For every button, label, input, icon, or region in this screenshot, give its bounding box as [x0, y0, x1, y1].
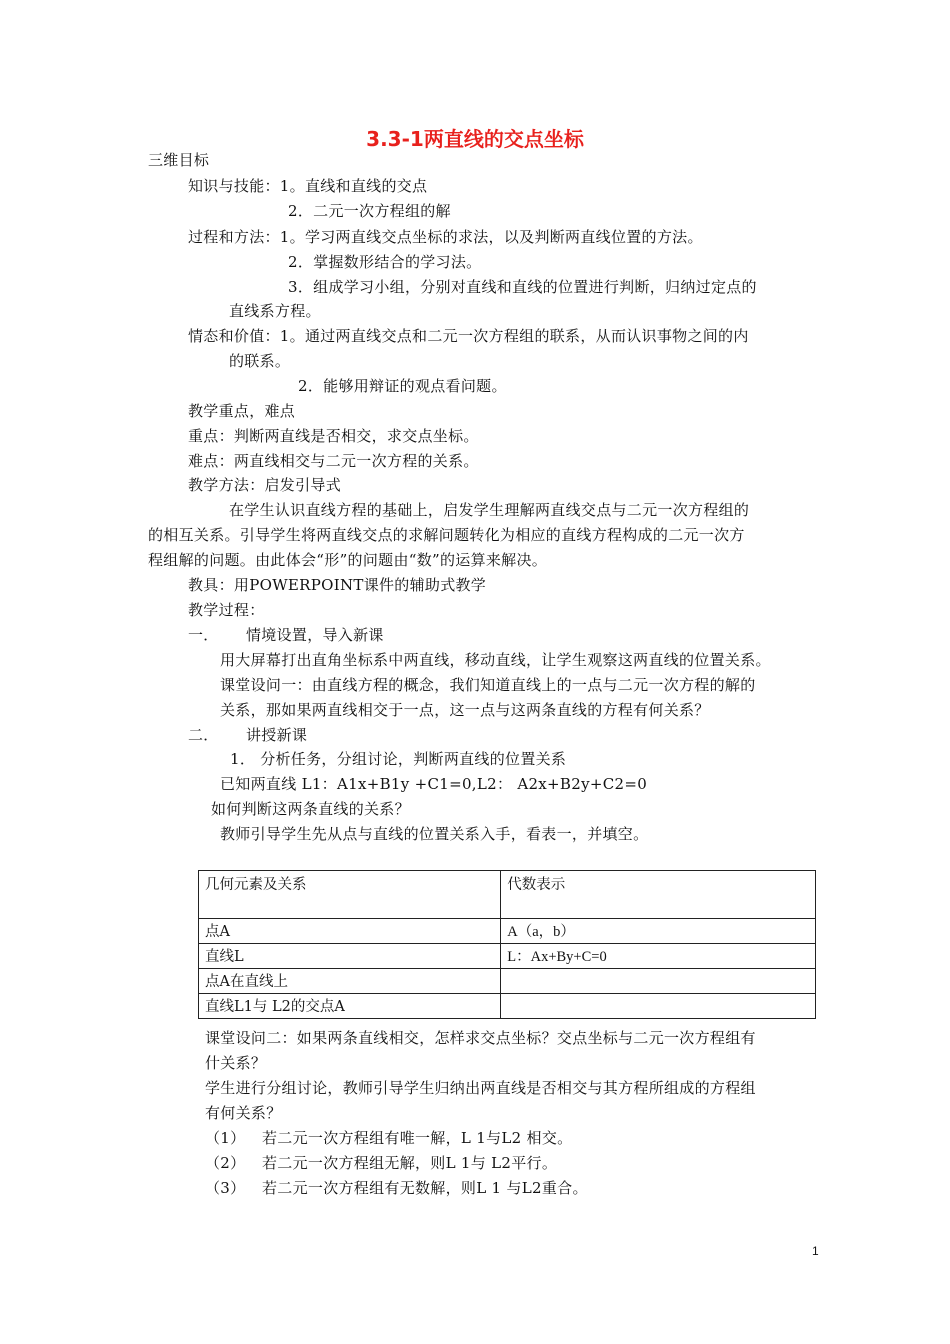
paragraph-line-3: 程组解的问题。由此体会“形”的问题由“数”的运算来解决。: [148, 551, 548, 569]
table-cell: 点A: [199, 919, 501, 944]
discussion-line-a: 学生进行分组讨论，教师引导学生归纳出两直线是否相交与其方程所组成的方程组: [205, 1079, 756, 1097]
teaching-tools: 教具：用POWERPOINT课件的辅助式教学: [188, 576, 487, 594]
section-2-number: 二．: [188, 726, 219, 744]
process-line-3a: 3．组成学习小组，分别对直线和直线的位置进行判断，归纳过定点的: [288, 278, 757, 296]
discussion-line-b: 有何关系？: [205, 1104, 282, 1122]
goals-heading: 三维目标: [148, 151, 210, 169]
case-3-number: （3）: [205, 1179, 246, 1197]
table-cell: A（a，b）: [501, 919, 816, 944]
knowledge-line-2: 2．二元一次方程组的解: [288, 202, 451, 220]
table-cell: L：Ax+By+C=0: [501, 944, 816, 969]
how-to-judge: 如何判断这两条直线的关系？: [211, 800, 410, 818]
table-row: [199, 944, 816, 969]
question-2-line-b: 什关系？: [205, 1054, 267, 1072]
key-heading: 教学重点，难点: [188, 402, 296, 420]
process-line-2: 2．掌握数形结合的学习法。: [288, 253, 482, 271]
emotion-line-1a: 情态和价值：1。通过两直线交点和二元一次方程组的联系，从而认识事物之间的内: [188, 327, 749, 345]
table-row: [199, 919, 816, 944]
paragraph-line-2: 的相互关系。引导学生将两直线交点的求解问题转化为相应的直线方程构成的二元一次方: [148, 526, 745, 544]
section-2-title: 讲授新课: [246, 726, 308, 744]
section-1-paragraph: 用大屏幕打出直角坐标系中两直线，移动直线，让学生观察这两直线的位置关系。: [220, 651, 771, 669]
section-1-number: 一．: [188, 626, 219, 644]
difficulty: 难点：两直线相交与二元一次方程的关系。: [188, 452, 479, 470]
table-row: [199, 994, 816, 1019]
table-header-cell: 代数表示: [501, 871, 816, 919]
teaching-method: 教学方法：启发引导式: [188, 476, 342, 494]
table-header-cell: 几何元素及关系: [199, 871, 501, 919]
case-1-number: （1）: [205, 1129, 246, 1147]
section-1-title: 情境设置，导入新课: [246, 626, 384, 644]
case-1: 若二元一次方程组有唯一解，L 1与L2 相交。: [262, 1129, 573, 1147]
process-line-3b: 直线系方程。: [229, 302, 321, 320]
table-cell: [501, 969, 816, 994]
document-title: 3.3-1两直线的交点坐标: [366, 127, 584, 151]
table-cell: [501, 994, 816, 1019]
emotion-line-2: 2．能够用辩证的观点看问题。: [298, 377, 507, 395]
question-1-line-a: 课堂设问一：由直线方程的概念，我们知道直线上的一点与二元一次方程的解的: [220, 676, 756, 694]
case-3: 若二元一次方程组有无数解，则L 1 与L2重合。: [262, 1179, 588, 1197]
knowledge-line-1: 知识与技能：1。直线和直线的交点: [188, 177, 428, 195]
table-header-row: [199, 871, 816, 919]
teacher-guide: 教师引导学生先从点与直线的位置关系入手，看表一，并填空。: [220, 825, 649, 843]
table-cell: 直线L1与 L2的交点A: [199, 994, 501, 1019]
case-2-number: （2）: [205, 1154, 246, 1172]
relation-table: [198, 870, 816, 1019]
known-lines: 已知两直线 L1：A1x+B1y +C1=0,L2： A2x+B2y+C2=0: [220, 775, 648, 793]
process-line-1: 过程和方法：1。学习两直线交点坐标的求法，以及判断两直线位置的方法。: [188, 228, 703, 246]
question-2-line-a: 课堂设问二：如果两条直线相交，怎样求交点坐标？交点坐标与二元一次方程组有: [205, 1029, 756, 1047]
table-cell: 直线L: [199, 944, 501, 969]
emotion-line-1b: 的联系。: [229, 352, 291, 370]
key-point: 重点：判断两直线是否相交，求交点坐标。: [188, 427, 479, 445]
case-2: 若二元一次方程组无解，则L 1与 L2平行。: [262, 1154, 558, 1172]
process-heading: 教学过程：: [188, 601, 265, 619]
table-cell: 点A在直线上: [199, 969, 501, 994]
table-row: [199, 969, 816, 994]
task-1: 1． 分析任务，分组讨论，判断两直线的位置关系: [230, 750, 567, 768]
question-1-line-b: 关系，那如果两直线相交于一点，这一点与这两条直线的方程有何关系？: [220, 701, 710, 719]
paragraph-line-1: 在学生认识直线方程的基础上，启发学生理解两直线交点与二元一次方程组的: [229, 501, 750, 519]
page-number: 1: [812, 1244, 819, 1258]
